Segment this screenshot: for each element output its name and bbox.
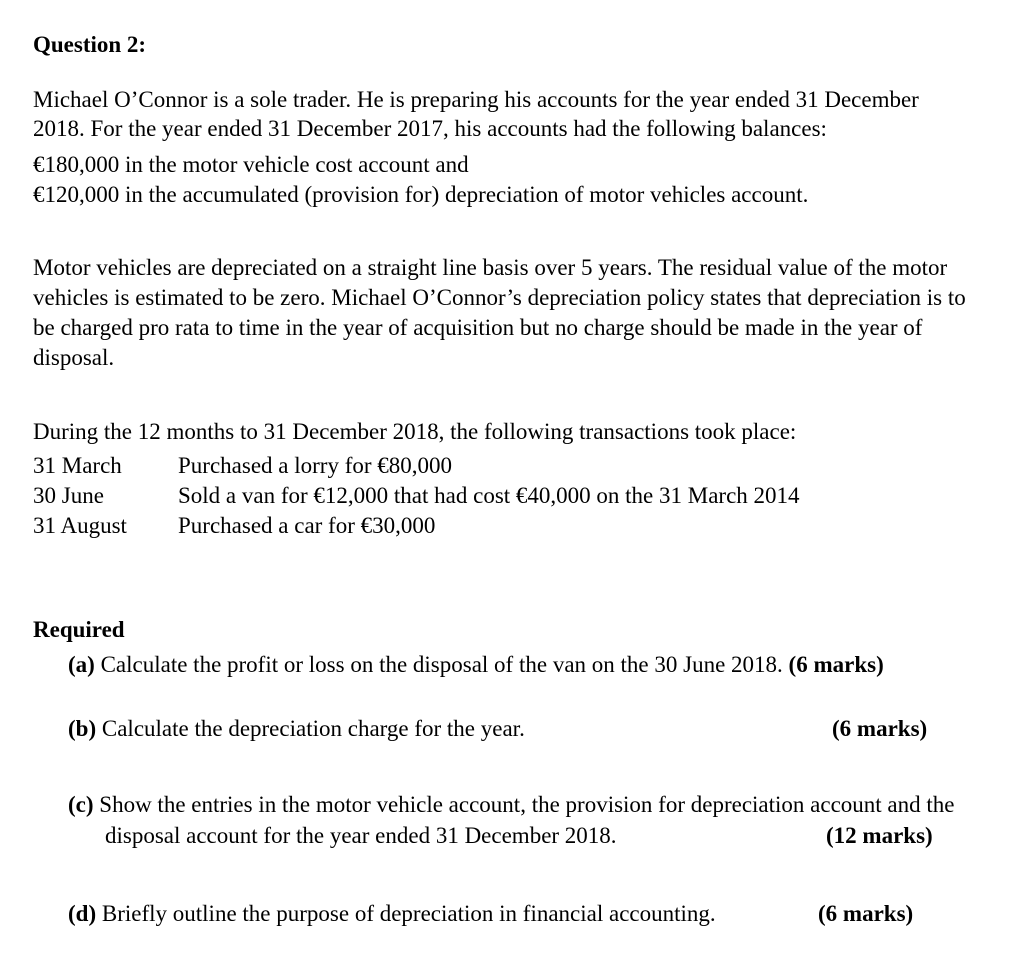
intro-line: 2018. For the year ended 31 December 2017, his accounts had the following balances: bbox=[33, 116, 827, 141]
part-c-label: (c) bbox=[68, 792, 94, 817]
part-a bbox=[68, 651, 884, 679]
part-d-text: Briefly outline the purpose of depreciation in financial accounting. bbox=[101, 901, 716, 926]
transaction-desc: Sold a van for €12,000 that had cost €40,000 on the 31 March 2014 bbox=[178, 483, 800, 508]
transaction-desc: Purchased a lorry for €80,000 bbox=[178, 453, 453, 478]
policy-line: disposal. bbox=[33, 345, 115, 370]
part-b-label: (b) bbox=[68, 716, 97, 741]
part-a-marks: (6 marks) bbox=[788, 652, 884, 677]
required-heading: Required bbox=[33, 617, 125, 642]
question-title: Question 2: bbox=[33, 32, 147, 57]
transactions-intro: During the 12 months to 31 December 2018, the following transactions took place: bbox=[33, 419, 797, 444]
part-d-label: (d) bbox=[68, 901, 97, 926]
transaction-date: 31 August bbox=[33, 513, 127, 538]
part-a-text: Calculate the profit or loss on the disposal of the van on the 30 June 2018. bbox=[100, 652, 783, 677]
part-d-marks: (6 marks) bbox=[818, 901, 914, 926]
part-c-text-2: disposal account for the year ended 31 December 2018. bbox=[105, 823, 617, 848]
part-b-marks: (6 marks) bbox=[832, 716, 928, 741]
policy-line: be charged pro rata to time in the year of acquisition but no charge should be made in the year of bbox=[33, 315, 923, 340]
transaction-date: 31 March bbox=[33, 453, 122, 478]
part-d bbox=[68, 900, 716, 928]
transaction-desc: Purchased a car for €30,000 bbox=[178, 513, 436, 538]
intro-line: €120,000 in the accumulated (provision for) depreciation of motor vehicles account. bbox=[33, 182, 809, 207]
transaction-date: 30 June bbox=[33, 483, 104, 508]
intro-line: €180,000 in the motor vehicle cost account and bbox=[33, 152, 469, 177]
policy-line: Motor vehicles are depreciated on a straight line basis over 5 years. The residual value of the motor bbox=[33, 255, 948, 280]
intro-line: Michael O’Connor is a sole trader. He is preparing his accounts for the year ended 31 December bbox=[33, 87, 919, 112]
part-b-text: Calculate the depreciation charge for the year. bbox=[101, 716, 525, 741]
policy-line: vehicles is estimated to be zero. Michael O’Connor’s depreciation policy states that depreciation is to bbox=[33, 285, 966, 310]
part-b bbox=[68, 715, 525, 743]
part-c-marks: (12 marks) bbox=[826, 823, 933, 848]
part-a-label: (a) bbox=[68, 652, 95, 677]
part-c-text: Show the entries in the motor vehicle account, the provision for depreciation account and the bbox=[99, 792, 955, 817]
part-c bbox=[68, 791, 954, 819]
